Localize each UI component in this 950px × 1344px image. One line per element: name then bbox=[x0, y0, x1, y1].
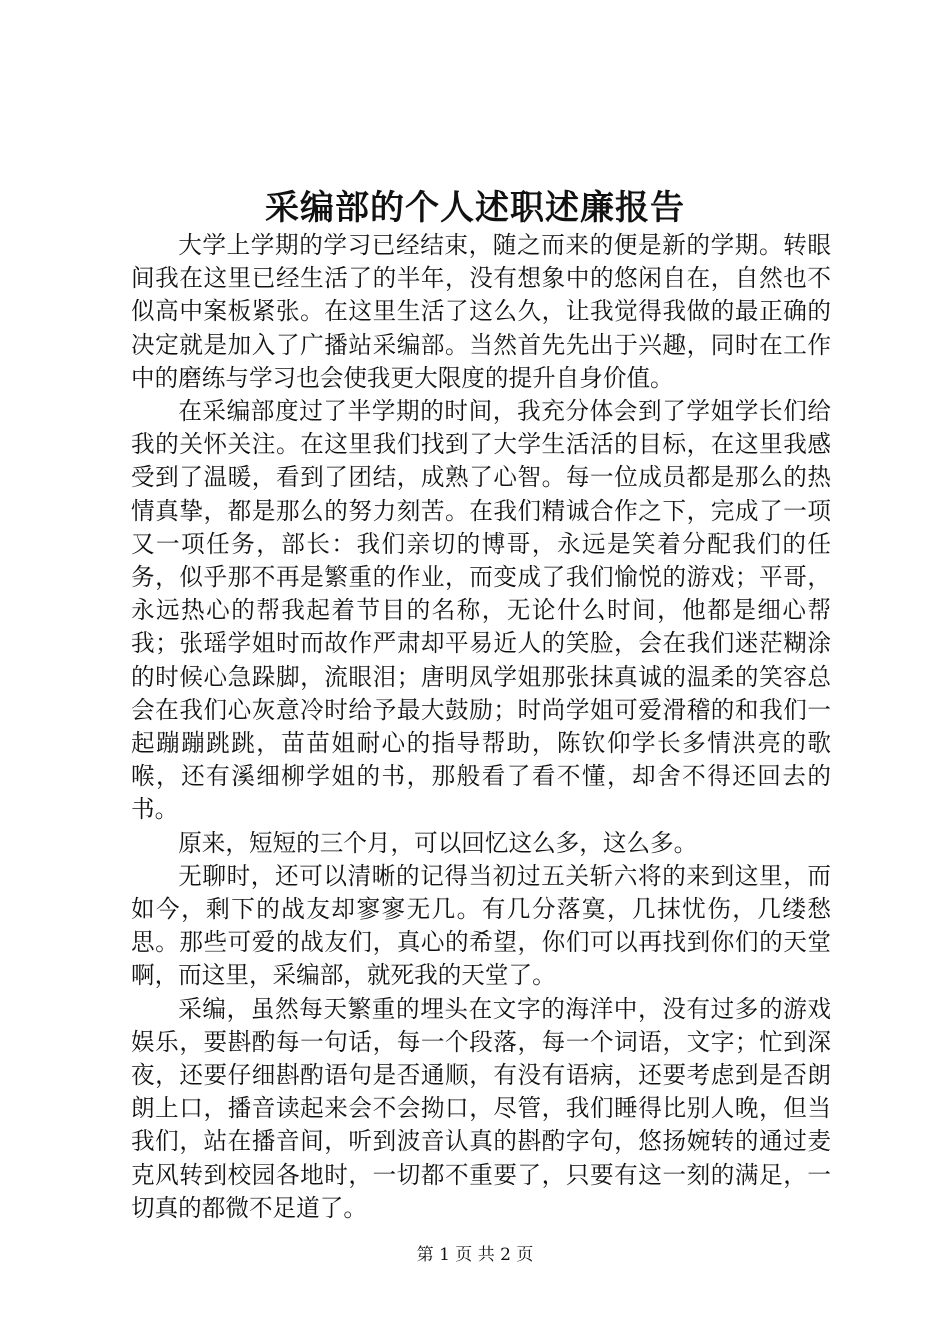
paragraph: 原来，短短的三个月，可以回忆这么多，这么多。 bbox=[178, 828, 698, 857]
document-body bbox=[131, 229, 831, 1225]
document-title: 采编部的个人述职述廉报告 bbox=[265, 188, 685, 228]
page-number-footer: 第 1 页 共 2 页 bbox=[416, 1245, 534, 1265]
paragraph: 无聊时，还可以清晰的记得当初过五关斩六将的来到这里，而如今，剩下的战友却寥寥无几。有几分落寞，几抹忧伤，几缕愁思。那些可爱的战友们，真心的希望，你们可以再找到你们的天堂啊，而这里，采编部，就死我的天堂了。 bbox=[131, 861, 831, 990]
paragraph: 采编，虽然每天繁重的埋头在文字的海洋中，没有过多的游戏娱乐，要斟酌每一句话，每一个段落，每一个词语，文字；忙到深夜，还要仔细斟酌语句是否通顺，有没有语病，还要考虑到是否朗朗上口，播音读起来会不会拗口，尽管，我们睡得比别人晚，但当我们，站在播音间，听到波音认真的斟酌字句，悠扬婉转的通过麦克风转到校园各地时，一切都不重要了，只要有这一刻的满足，一切真的都微不足道了。 bbox=[131, 994, 831, 1222]
paragraph: 大学上学期的学习已经结束，随之而来的便是新的学期。转眼间我在这里已经生活了的半年，没有想象中的悠闲自在，自然也不似高中案板紧张。在这里生活了这么久，让我觉得我做的最正确的决定就是加入了广播站采编部。当然首先先出于兴趣，同时在工作中的磨练与学习也会使我更大限度的提升自身价值。 bbox=[131, 231, 831, 392]
paragraph: 在采编部度过了半学期的时间，我充分体会到了学姐学长们给我的关怀关注。在这里我们找到了大学生活活的目标，在这里我感受到了温暖，看到了团结，成熟了心智。每一位成员都是那么的热情真挚，都是那么的努力刻苦。在我们精诚合作之下，完成了一项又一项任务，部长：我们亲切的博哥，永远是笑着分配我们的任务，似乎那不再是繁重的作业，而变成了我们愉悦的游戏；平哥，永远热心的帮我起着节目的名称，无论什么时间，他都是细心帮我；张瑶学姐时而故作严肃却平易近人的笑脸，会在我们迷茫糊涂的时候心急跺脚，流眼泪；唐明凤学姐那张抹真诚的温柔的笑容总会在我们心灰意冷时给予最大鼓励；时尚学姐可爱滑稽的和我们一起蹦蹦跳跳，苗苗姐耐心的指导帮助，陈钦仰学长多情洪亮的歌喉，还有溪细柳学姐的书，那般看了看不懂，却舍不得还回去的书。 bbox=[131, 397, 831, 824]
